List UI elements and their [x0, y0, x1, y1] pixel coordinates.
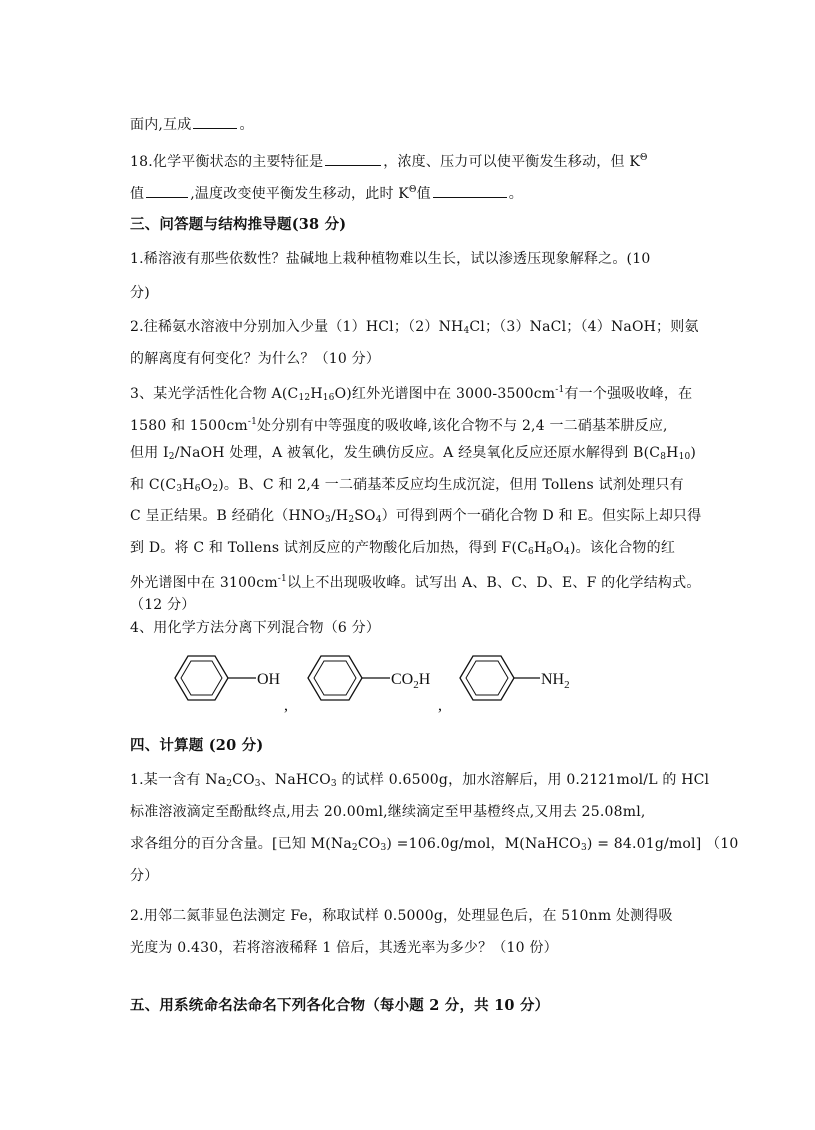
q17-tail: 面内,互成 。 [130, 114, 254, 135]
s3-q3-line5: C 呈正结果。B 经硝化$(HNO_3/H_2SO_4)$可得到两个一硝化合物 D 和 E。但实际上却只得 [130, 508, 702, 525]
benzoic-acid-structure [308, 656, 390, 700]
s4-q1-line3: 求各组分的百分含量。[已知 $M(Na_2CO_3) =106.0g/mol$，M(NaHCO$_3$) = 84.01g/mol] （10 [130, 836, 739, 853]
section-3-title: 三、问答题与结构推导题(38 分) [130, 216, 347, 233]
section-5-title: 五、用系统命名法命名下列各化合物（每小题 2 分，共 10 分） [130, 997, 550, 1014]
oh-label: OH [257, 671, 281, 688]
phenol-structure [175, 656, 256, 700]
answer-blank [146, 183, 188, 198]
s3-q3-line6: 到 D。将 C 和 Tollens 试剂反应的产物酸化后加热，得到 $F(C_6H_8O_4)$。该化合物的红 [130, 540, 676, 557]
aniline-structure [460, 656, 540, 700]
s3-q3-line3: 但用 $I_2$/NaOH 处理，A 被氧化，发生碘仿反应。A 经臭氧化反应还原水解得到 $B(C_8H_{10})$ [130, 445, 697, 462]
s3-q3-line2: 1580 和 $1500cm^{-1}$处分别有中等强度的吸收峰,该化合物不与 2,4 一二硝基苯肼反应, [130, 417, 668, 434]
s4-q1-line2: 标准溶液滴定至酚酞终点,用去 20.00ml,继续滴定至甲基橙终点,又用去 25.08ml, [130, 804, 646, 820]
structures-figure [160, 648, 620, 718]
comma-2: , [438, 697, 442, 714]
answer-blank [433, 183, 507, 198]
co2h-label: $CO_2H$ [391, 671, 431, 691]
q18-line1: 18.化学平衡状态的主要特征是 ，浓度、压力可以使平衡发生移动，但 $K^\Theta$ [130, 153, 648, 170]
s3-q1-line2: 分) [130, 285, 150, 301]
s3-q2-line2: 的解离度有何变化？为什么？（10 分） [130, 351, 381, 367]
s3-q3-line1: 3、某光学活性化合物 $A(C_{12}H_{16}O)$红外光谱图中在 $3000-3500cm^{-1}$有一个强吸收峰，在 [130, 385, 693, 403]
s3-q3-line4: 和 $C(C_3H_6O_2)$。B、C 和 2,4 一二硝基苯反应均生成沉淀，但用 Tollens 试剂处理只有 [130, 477, 684, 494]
s4-q2-line2: 光度为 0.430，若将溶液稀释 1 倍后，其透光率为多少？（10 份） [130, 940, 558, 956]
s4-q2-line1: 2.用邻二氮菲显色法测定 Fe，称取试样 0.5000g，处理显色后，在 510nm 处测得吸 [130, 908, 673, 924]
s3-q4: 4、用化学方法分离下列混合物（6 分） [130, 620, 381, 636]
answer-blank [325, 151, 381, 166]
s3-q1-line1: 1.稀溶液有那些依数性？盐碱地上栽种植物难以生长，试以渗透压现象解释之。(10 [130, 251, 651, 267]
s3-q2-line1: 2.往稀氨水溶液中分别加入少量（1）HCl；$(2)NH_4Cl$；（3）NaCl；（4）NaOH；则氨 [130, 319, 699, 336]
section-4-title: 四、计算题 (20 分) [130, 737, 264, 754]
s4-q1-line1: 1.某一含有 $Na_2CO_3$、NaHCO$_3$ 的试样 0.6500g，加水溶解后，用 0.2121mol/L 的 HCl [130, 772, 710, 789]
answer-blank [193, 114, 237, 129]
comma-1: , [284, 697, 288, 714]
q18-line2: 值 ,温度改变使平衡发生移动，此时 $K^\Theta$值 。 [130, 185, 523, 202]
s4-q1-line4: 分） [130, 868, 159, 884]
nh2-label: $NH_2$ [541, 671, 570, 691]
s3-q3-line7: 外光谱图中在 $3100cm^{-1}$以上不出现吸收峰。试写出 A、B、C、D、E、F 的化学结构式。 [130, 574, 701, 591]
s3-q3-line8: （12 分） [130, 597, 196, 613]
